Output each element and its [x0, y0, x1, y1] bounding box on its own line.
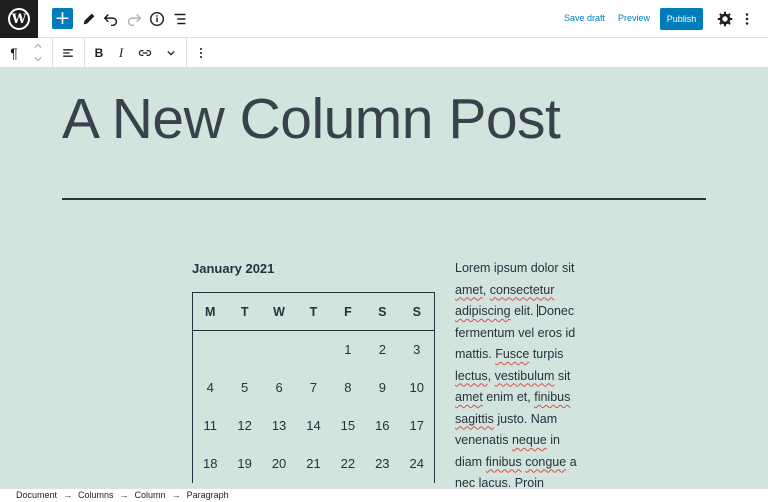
details-button[interactable] — [146, 8, 168, 30]
paragraph-text: nec lacus. Proin — [455, 476, 544, 488]
calendar-week-row — [193, 369, 434, 407]
paragraph-text: elit. — [510, 304, 537, 318]
calendar-day-header: T — [240, 305, 249, 319]
preview-button[interactable]: Preview — [618, 13, 651, 23]
paragraph-text: diam — [455, 454, 486, 469]
paragraph-text: in — [546, 433, 560, 447]
paragraph-line — [455, 344, 580, 366]
calendar-day-cell: 10 — [409, 380, 424, 395]
calendar-day-cell: 3 — [413, 342, 421, 357]
gear-icon — [716, 10, 734, 28]
toolbar-divider — [52, 38, 53, 68]
paragraph-text: venenatis — [455, 433, 512, 447]
calendar-day-cell: 20 — [271, 456, 287, 471]
calendar-day-cell: 5 — [241, 380, 249, 395]
link-button[interactable] — [134, 42, 156, 64]
calendar-day-cell: 1 — [344, 342, 352, 357]
wordpress-logo-button[interactable] — [0, 0, 38, 38]
align-button[interactable] — [57, 42, 79, 64]
breadcrumb-item[interactable]: Document — [16, 490, 58, 500]
spellcheck-word: amet — [455, 390, 483, 404]
toolbar-divider — [186, 38, 187, 68]
paragraph-text: Donec — [538, 304, 575, 318]
spellcheck-word: consectetur — [489, 282, 555, 297]
spellcheck-word: neque — [511, 433, 547, 447]
chevron-down-icon — [163, 45, 179, 61]
paragraph-line — [455, 366, 580, 388]
breadcrumb-item[interactable]: Column — [134, 490, 166, 500]
calendar-body — [193, 331, 434, 483]
tools-button[interactable] — [78, 8, 100, 30]
undo-icon — [102, 10, 120, 28]
calendar-day-cell — [262, 331, 296, 369]
calendar-day-header: W — [273, 305, 285, 319]
list-view-icon — [171, 10, 189, 28]
info-icon — [148, 10, 166, 28]
calendar-day-cell: 19 — [237, 456, 252, 471]
more-options-button[interactable] — [736, 8, 758, 30]
list-view-button[interactable] — [169, 8, 191, 30]
breadcrumb — [16, 490, 229, 500]
calendar-day-cell: 7 — [309, 380, 318, 395]
more-vertical-icon — [193, 45, 209, 61]
calendar-day-cell: 14 — [306, 418, 321, 433]
paragraph-line — [455, 301, 580, 323]
paragraph-line — [455, 280, 580, 302]
paragraph-line — [455, 258, 580, 280]
undo-button[interactable] — [100, 8, 122, 30]
link-icon — [137, 45, 153, 61]
spellcheck-word: Fusce — [495, 347, 530, 361]
more-formatting-button[interactable] — [160, 42, 182, 64]
calendar-day-cell: 12 — [237, 418, 252, 433]
paragraph-line — [455, 430, 580, 452]
calendar-day-cell: 8 — [344, 380, 352, 395]
paragraph-line — [455, 387, 580, 409]
editor-header — [0, 0, 768, 38]
spellcheck-word: finibus — [485, 454, 522, 469]
spellcheck-word: congue — [525, 454, 567, 469]
bold-button[interactable]: B — [94, 46, 104, 60]
paragraph-text: , — [487, 368, 495, 383]
calendar-day-header: S — [412, 305, 421, 319]
calendar-day-cell: 21 — [306, 456, 321, 471]
calendar-caption: January 2021 — [192, 261, 275, 276]
paragraph-icon: ¶ — [10, 45, 18, 61]
toolbar-divider — [84, 38, 85, 68]
align-left-icon — [60, 45, 76, 61]
spellcheck-word: finibus — [534, 390, 571, 404]
paragraph-text: , — [482, 282, 490, 297]
paragraph-text: fermentum vel eros id — [455, 325, 576, 340]
calendar-day-header: S — [378, 305, 387, 319]
block-toolbar — [0, 38, 768, 68]
settings-button[interactable] — [714, 8, 736, 30]
paragraph-line — [455, 452, 580, 474]
paragraph-line — [455, 409, 580, 431]
calendar-day-cell: 18 — [202, 456, 218, 471]
paragraph-text: sit — [554, 368, 571, 383]
add-block-button[interactable]: + — [52, 8, 73, 29]
paragraph-line — [455, 323, 580, 345]
calendar-day-cell: 6 — [275, 380, 283, 395]
spellcheck-word: vestibulum — [494, 368, 555, 383]
calendar-day-header: M — [205, 305, 216, 319]
paragraph-text: enim et, — [482, 390, 535, 404]
redo-icon — [125, 10, 143, 28]
paragraph-text: mattis. — [455, 347, 496, 361]
calendar-block[interactable] — [192, 292, 435, 483]
calendar-day-cell: 9 — [378, 380, 386, 395]
calendar-day-cell — [296, 331, 330, 369]
calendar-day-cell — [227, 331, 261, 369]
breadcrumb-arrow-icon: → — [63, 490, 73, 500]
breadcrumb-arrow-icon: → — [119, 490, 129, 500]
calendar-day-header: F — [344, 305, 352, 319]
calendar-week-row — [193, 445, 434, 483]
calendar-day-cell — [193, 331, 227, 369]
breadcrumb-item[interactable]: Paragraph — [186, 490, 229, 500]
paragraph-block-button[interactable] — [3, 42, 25, 64]
calendar-day-header: T — [309, 305, 318, 319]
paragraph-text: turpis — [529, 347, 564, 361]
separator-block[interactable] — [62, 198, 706, 200]
italic-button[interactable]: I — [118, 45, 124, 60]
post-title[interactable]: A New Column Post — [62, 87, 561, 151]
more-vertical-icon — [738, 10, 756, 28]
wordpress-logo-icon: W — [8, 8, 30, 30]
calendar-day-cell: 11 — [203, 418, 217, 433]
paragraph-block[interactable] — [455, 258, 580, 488]
chevron-down-icon — [30, 51, 46, 67]
spellcheck-word: sagittis — [455, 411, 494, 426]
redo-button[interactable] — [123, 8, 145, 30]
calendar-day-cell: 4 — [206, 380, 214, 395]
calendar-header-row — [193, 293, 434, 331]
calendar-week-row — [193, 331, 434, 369]
calendar-day-cell: 13 — [271, 418, 287, 433]
editor-canvas[interactable] — [0, 68, 768, 488]
block-options-button[interactable] — [190, 42, 212, 64]
calendar-day-cell: 24 — [409, 456, 424, 471]
breadcrumb-arrow-icon: → — [171, 490, 181, 500]
move-down-button[interactable] — [27, 53, 49, 65]
calendar-week-row — [193, 407, 434, 445]
spellcheck-word: adipiscing — [455, 304, 511, 318]
spellcheck-word: lectus — [455, 368, 488, 383]
paragraph-text: justo. Nam — [493, 411, 558, 426]
calendar-day-cell: 15 — [340, 418, 356, 433]
breadcrumb-item[interactable]: Columns — [78, 490, 114, 500]
calendar-day-cell: 17 — [409, 418, 424, 433]
publish-button[interactable]: Publish — [660, 8, 703, 30]
block-breadcrumb-bar — [0, 488, 768, 502]
calendar-day-cell: 23 — [375, 456, 390, 471]
save-draft-button[interactable]: Save draft — [564, 13, 606, 23]
pencil-icon — [80, 10, 98, 28]
paragraph-text: Lorem ipsum dolor sit — [455, 261, 575, 275]
calendar-day-cell: 16 — [375, 418, 390, 433]
calendar-day-cell: 22 — [340, 456, 356, 471]
spellcheck-word: amet — [455, 282, 483, 297]
calendar-day-cell: 2 — [378, 342, 386, 357]
paragraph-line — [455, 473, 580, 488]
paragraph-text: a — [566, 454, 577, 469]
